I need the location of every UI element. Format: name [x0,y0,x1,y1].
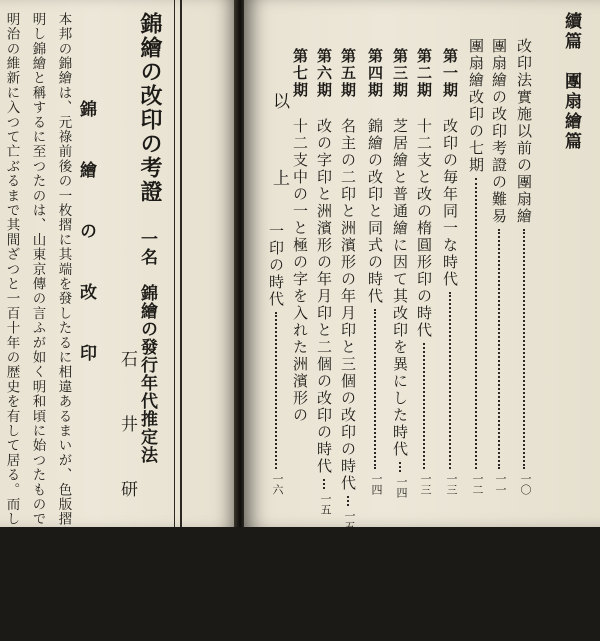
toc-entry [516,38,531,495]
toc-period-label: 第七期 [291,48,309,99]
toc-page-number: 一〇 [519,473,532,495]
toc-entry [391,118,409,498]
toc-leader-dots [416,343,425,469]
toc-leader-dots [340,496,349,506]
toc-leader-dots [316,479,325,489]
toc-entry-label: 改の字印と洲濱形の年月印と二個の改印の時代 [315,118,333,475]
toc-page-number: 一五 [343,510,356,532]
toc-entry [339,118,357,532]
title-frame-rule-inner [174,0,175,527]
body-line-3: 明治の維新に入つて亡ぶるまで其間ざつと一百十年の歴史を有して居る。而して此間に發行 [3,12,20,615]
toc-leader-dots [491,229,500,469]
toc-entry-label-cont: 一印の時代 [267,223,285,308]
toc-period-label: 第二期 [415,48,433,99]
toc-entry-label: 名主の二印と洲濱形の年月印と三個の改印の時代 [339,118,357,492]
body-line-1: 本邦の錦繪は、元祿前後の一枚摺に其端を發したるに相違あるまいが、色版摺合せの法を發 [55,12,72,615]
article-subtitle: 一名 錦繪の發行年代推定法 [137,230,157,464]
article-title: 錦繪の改印の考證 [137,12,163,204]
toc-page-number: 一三 [445,473,458,495]
toc-page-number: 一四 [395,476,408,498]
toc-entry [491,38,506,495]
toc-period-label: 第五期 [339,48,357,99]
toc-page-number: 一二 [471,473,484,495]
toc-entry-label: 團扇繪の改印考證の難易 [490,38,508,225]
section-heading: 錦 繪 の 改 印 [76,100,96,373]
toc-header: 續篇 團扇繪篇 [561,12,581,152]
toc-entry-label: 團扇繪改印の七期 [467,38,485,174]
toc-entry-continuation [268,223,283,495]
toc-entry [315,118,333,515]
toc-entry [468,38,483,495]
toc-leader-dots [367,309,376,469]
toc-leader-dots [516,229,525,469]
toc-entry [416,118,431,495]
toc-entry-label: 十二支中の一と極の字を入れた洲濱形の [291,118,309,424]
author-name: 石 井 研 堂 著 [117,350,137,641]
toc-leader-dots [468,178,477,469]
right-page [244,0,600,532]
toc-period-label: 第三期 [391,48,409,99]
toc-leader-dots [442,292,451,469]
toc-entry-label: 改印の毎年同一な時代 [441,118,459,288]
toc-leader-dots [268,312,277,469]
title-frame-rule [180,0,182,527]
toc-entry-label: 錦繪の改印と同式の時代 [366,118,384,305]
toc-period-label: 第六期 [315,48,333,99]
toc-page-number: 一四 [370,473,383,495]
toc-leader-dots [392,462,401,472]
toc-period-label: 第一期 [441,48,459,99]
toc-page-number: 一一 [494,473,507,495]
toc-entry [442,118,457,495]
toc-page-number: 一六 [271,473,284,495]
toc-page-number: 一五 [319,493,332,515]
toc-entry-label: 芝居繪と普通繪に因て其改印を異にした時代 [391,118,409,458]
end-mark: 以 上 [269,92,289,206]
toc-entry-label: 改印法實施以前の團扇繪 [515,38,533,225]
toc-entry [367,118,382,495]
toc-page-number: 一三 [419,473,432,495]
toc-entry-label: 十二支と改の楕圓形印の時代 [415,118,433,339]
left-page [0,0,236,641]
toc-entry [292,118,307,495]
toc-period-label: 第四期 [366,48,384,99]
body-line-2: 明し錦繪と稱するに至つたのは、山東京傳の言ふが如く明和頃に始つたものであらうそれが [29,12,46,615]
